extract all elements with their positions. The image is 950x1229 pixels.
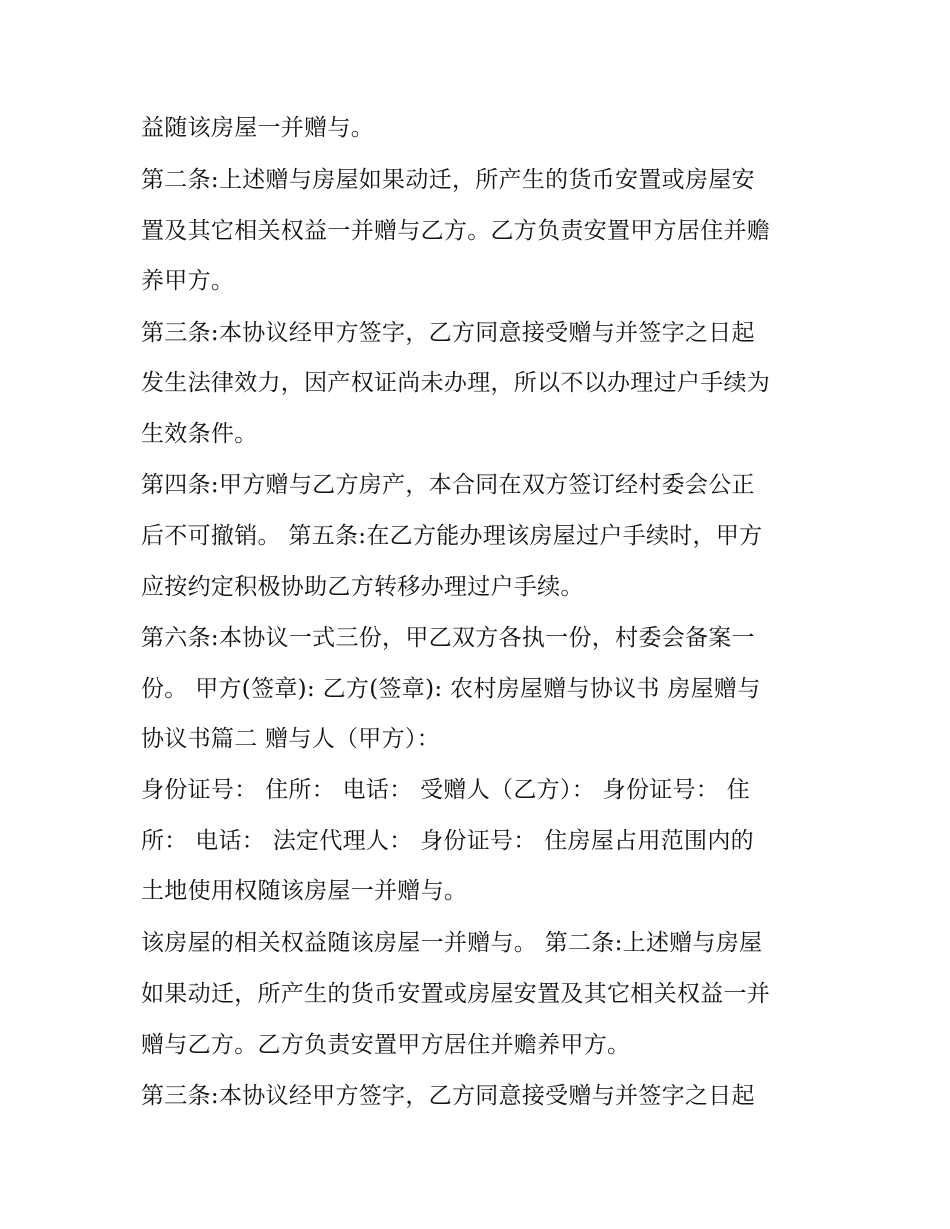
text-line: 第二条:上述赠与房屋如果动迁，所产生的货币安置或房屋安 bbox=[141, 167, 755, 193]
text-line: 该房屋的相关权益随该房屋一并赠与。 第二条:上述赠与房屋 bbox=[141, 930, 763, 956]
text-line: 益随该房屋一并赠与。 bbox=[141, 115, 374, 141]
text-line: 养甲方。 bbox=[141, 268, 235, 294]
text-line: 所： 电话： 法定代理人： 身份证号： 住房屋占用范围内的 bbox=[141, 828, 754, 854]
text-line: 第六条:本协议一式三份，甲乙双方各执一份，村委会备案一 bbox=[141, 625, 755, 651]
text-line: 后不可撤销。 第五条:在乙方能办理该房屋过户手续时，甲方 bbox=[141, 523, 763, 549]
text-line: 置及其它相关权益一并赠与乙方。乙方负责安置甲方居住并赡 bbox=[141, 218, 771, 244]
text-line: 第三条:本协议经甲方签字，乙方同意接受赠与并签字之日起 bbox=[141, 1083, 755, 1109]
text-line: 土地使用权随该房屋一并赠与。 bbox=[141, 878, 468, 904]
text-line: 身份证号： 住所： 电话： 受赠人（乙方）： 身份证号： 住 bbox=[141, 777, 751, 803]
text-line: 发生法律效力，因产权证尚未办理，所以不以办理过户手续为 bbox=[141, 370, 771, 396]
text-line: 第四条:甲方赠与乙方房产，本合同在双方签订经村委会公正 bbox=[141, 472, 755, 498]
text-line: 应按约定积极协助乙方转移办理过户手续。 bbox=[141, 574, 584, 600]
text-line: 第三条:本协议经甲方签字，乙方同意接受赠与并签字之日起 bbox=[141, 320, 755, 346]
text-line: 如果动迁，所产生的货币安置或房屋安置及其它相关权益一并 bbox=[141, 981, 771, 1007]
text-line: 份。 甲方(签章): 乙方(签章): 农村房屋赠与协议书 房屋赠与 bbox=[141, 676, 761, 702]
text-line: 生效条件。 bbox=[141, 421, 258, 447]
text-line: 赠与乙方。乙方负责安置甲方居住并赡养甲方。 bbox=[141, 1032, 631, 1058]
text-line: 协议书篇二 赠与人（甲方）： bbox=[141, 726, 441, 752]
